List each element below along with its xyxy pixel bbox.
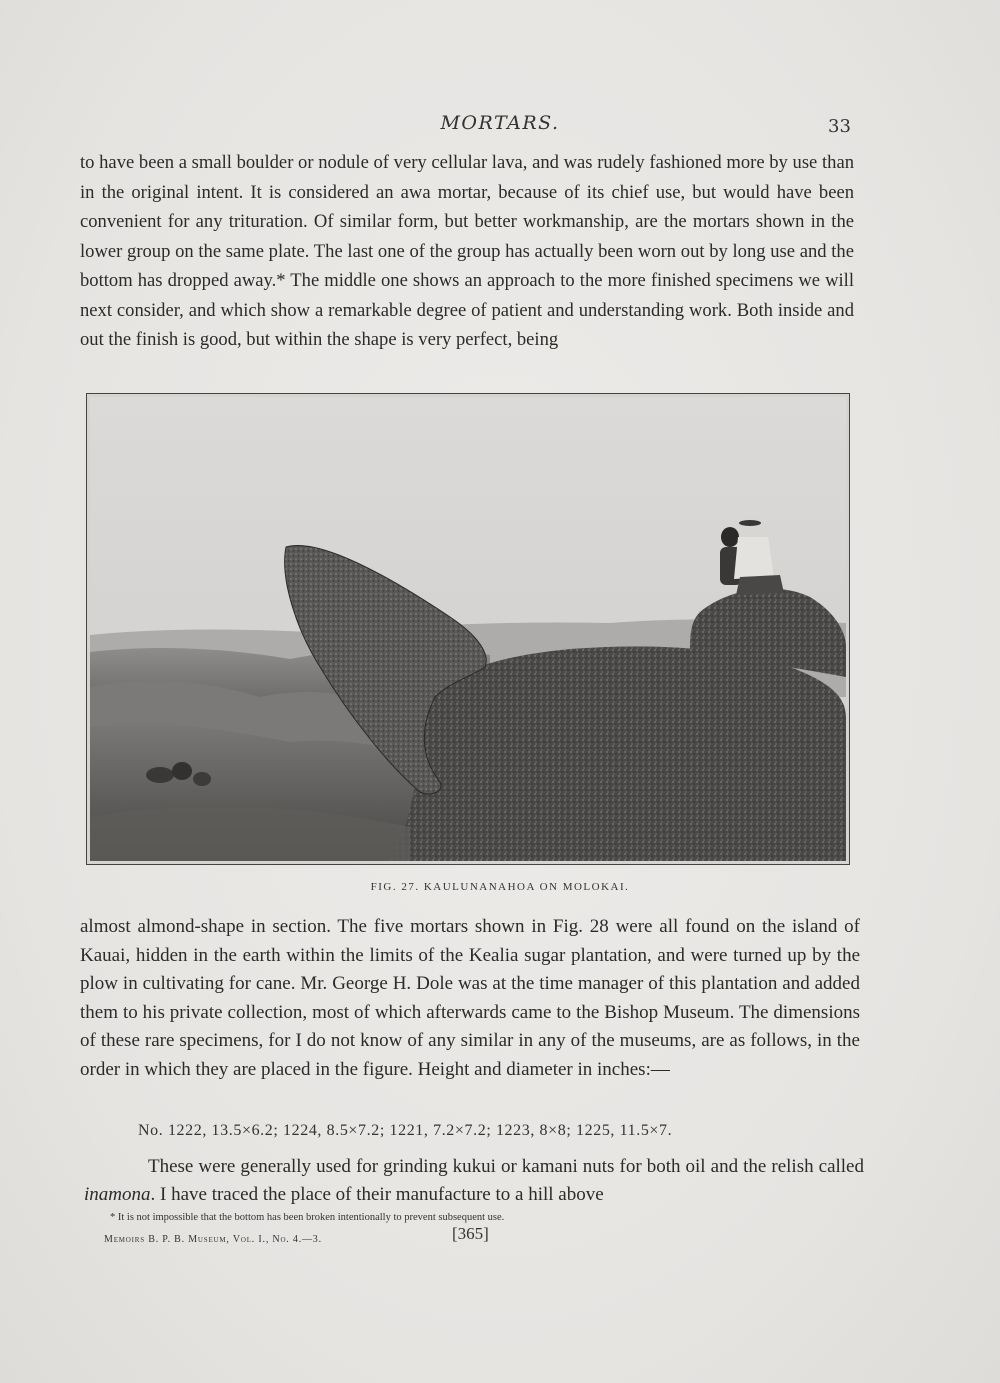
paragraph-2: almost almond-shape in section. The five mortars shown in Fig. 28 were all found on the island of Kauai, hidden in the earth within the limits of the Kealia sugar plantation, and were turned up by the plow in cultivating for cane. Mr. George H. Dole was at the time manager of this plantation and added them to his private collection, most of which afterwards came to the Bishop Museum. The dimensions of these rare specimens, for I do not know of any similar in any of the museums, are as follows, in the order in which they are placed in the figure. Height and diameter in inches:—: [80, 916, 860, 1080]
paragraph-3: [84, 1153, 864, 1209]
figure-caption: FIG. 27. KAULUNANAHOA ON MOLOKAI.: [370, 881, 630, 893]
footnote: * It is not impossible that the bottom has been broken intentionally to prevent subsequent use.: [110, 1212, 505, 1223]
figure-27-photo: [86, 393, 850, 865]
paragraph-3-start: These were generally used for grinding kukui or kamani nuts for both oil and the relish called: [148, 1156, 864, 1177]
page-number: 33: [828, 116, 851, 137]
paragraph-3-end: . I have traced the place of their manufacture to a hill above: [150, 1184, 604, 1205]
bracket-page-number: [365]: [452, 1224, 489, 1243]
landscape-photo: [90, 397, 846, 861]
memoirs-line: Memoirs B. P. B. Museum, Vol. I., No. 4.—3.: [104, 1234, 322, 1245]
paragraph-1: to have been a small boulder or nodule of very cellular lava, and was rudely fashioned more by use than in the original intent. It is considered an awa mortar, because of its chief use, but would have been convenient for any trituration. Of similar form, but better workmanship, are the mortars shown in the lower group on the same plate. The last one of the group has actually been worn out by long use and the bottom has dropped away.* The middle one shows an approach to the more finished specimens we will next consider, and which show a remarkable degree of patient and understanding work. Both inside and out the finish is good, but within the shape is very perfect, being: [80, 152, 854, 350]
dimensions-line: No. 1222, 13.5×6.2; 1224, 8.5×7.2; 1221, 7.2×7.2; 1223, 8×8; 1225, 11.5×7.: [138, 1122, 673, 1139]
term-inamona: inamona: [84, 1184, 151, 1205]
running-head: MORTARS.: [440, 112, 560, 134]
